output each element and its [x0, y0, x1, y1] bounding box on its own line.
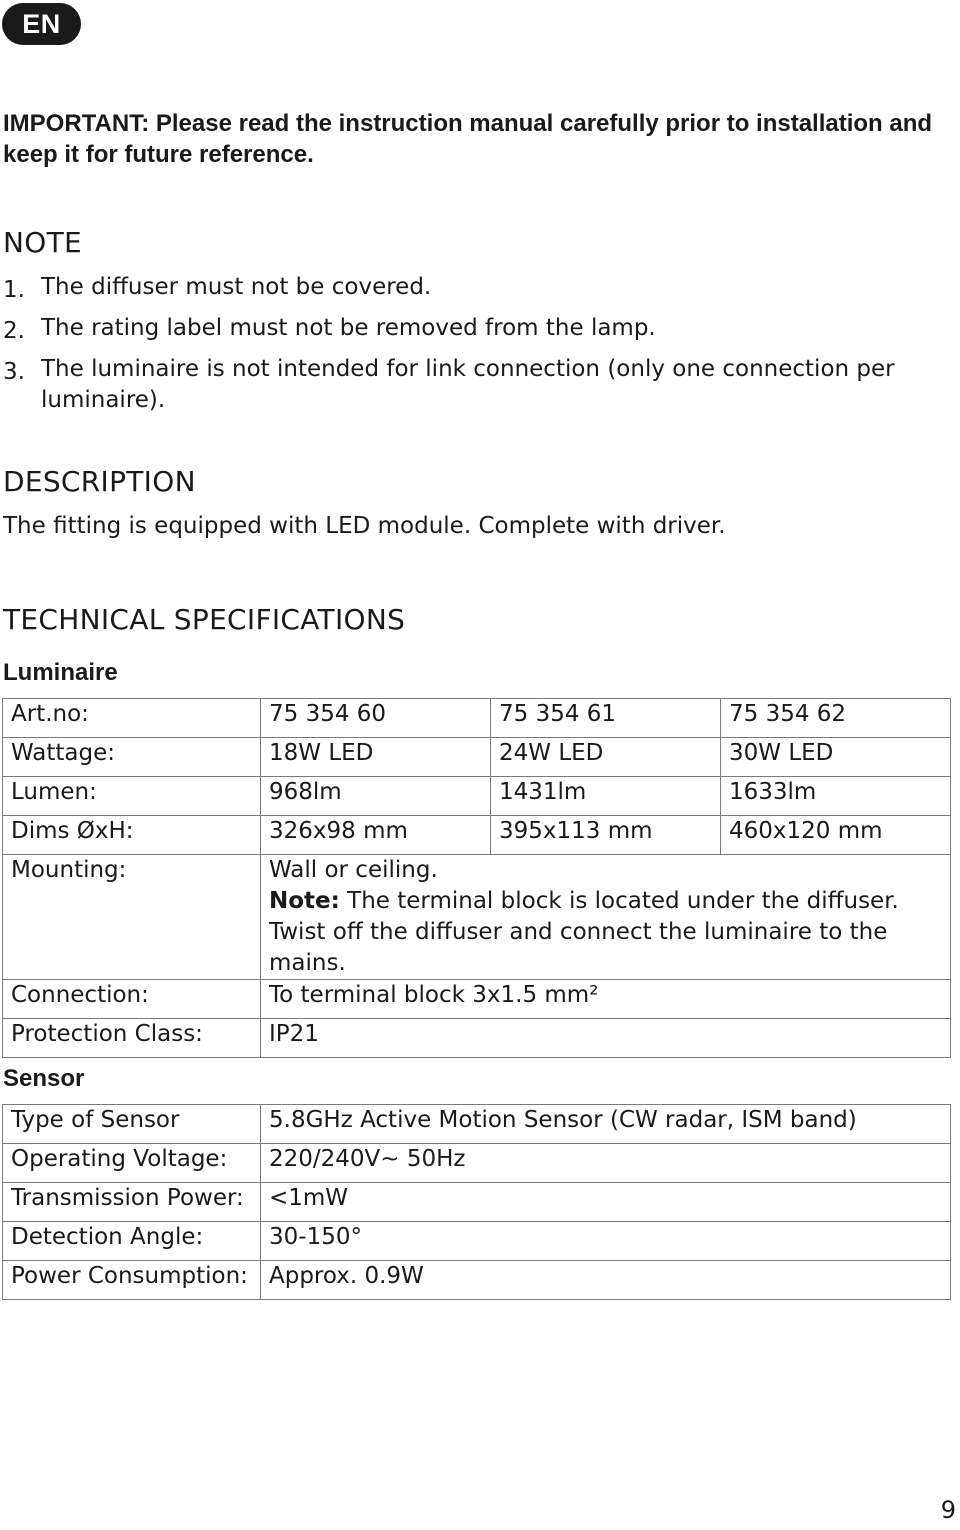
list-item	[3, 272, 933, 308]
table-cell: 5.8GHz Active Motion Sensor (CW radar, ISM band)	[261, 1105, 951, 1144]
table-cell: 1431lm	[491, 777, 721, 816]
table-cell: 460x120 mm	[721, 816, 951, 855]
table-cell: 1633lm	[721, 777, 951, 816]
table-cell: IP21	[261, 1019, 951, 1058]
list-item-number: 3.	[3, 359, 25, 385]
list-item	[3, 313, 933, 349]
table-row	[3, 980, 951, 1019]
table-cell: Connection:	[3, 980, 261, 1019]
list-item-text: The diffuser must not be covered.	[41, 274, 432, 300]
table-cell: Dims ØxH:	[3, 816, 261, 855]
table-row	[3, 1222, 951, 1261]
table-row	[3, 1019, 951, 1058]
table-cell: 30-150°	[261, 1222, 951, 1261]
table-row	[3, 1105, 951, 1144]
table-row	[3, 1183, 951, 1222]
language-badge: EN	[2, 3, 81, 45]
table-row	[3, 777, 951, 816]
table-cell: Wattage:	[3, 738, 261, 777]
table-cell: 18W LED	[261, 738, 491, 777]
table-cell: Lumen:	[3, 777, 261, 816]
table-cell: 24W LED	[491, 738, 721, 777]
table-cell: Approx. 0.9W	[261, 1261, 951, 1300]
important-notice: IMPORTANT: Please read the instruction manual carefully prior to installation and keep it for future reference.	[3, 110, 933, 168]
table-cell: Power Consumption:	[3, 1261, 261, 1300]
description-text: The fitting is equipped with LED module. Complete with driver.	[3, 513, 726, 539]
table-row	[3, 1144, 951, 1183]
table-row	[3, 1261, 951, 1300]
note-heading: NOTE	[3, 226, 82, 259]
table-row	[3, 816, 951, 855]
table-cell: Art.no:	[3, 699, 261, 738]
description-heading: DESCRIPTION	[3, 465, 196, 498]
table-cell: Mounting:	[3, 855, 261, 980]
technical-specifications-heading: TECHNICAL SPECIFICATIONS	[3, 603, 406, 636]
mounting-cell	[261, 855, 951, 980]
table-row	[3, 699, 951, 738]
table-cell: 220/240V~ 50Hz	[261, 1144, 951, 1183]
table-row	[3, 855, 951, 980]
list-item-number: 1.	[3, 277, 25, 303]
list-item-text: The rating label must not be removed from the lamp.	[41, 315, 656, 341]
mounting-note-label: Note:	[269, 888, 340, 914]
note-list	[3, 272, 933, 416]
mounting-value: Wall or ceiling.	[269, 857, 438, 883]
table-cell: 30W LED	[721, 738, 951, 777]
table-cell: 968lm	[261, 777, 491, 816]
mounting-note-text: The terminal block is located under the diffuser. Twist off the diffuser and connect the luminaire to the mains.	[269, 888, 899, 976]
table-cell: 395x113 mm	[491, 816, 721, 855]
table-cell: 326x98 mm	[261, 816, 491, 855]
luminaire-spec-table	[2, 698, 951, 1058]
page-number: 9	[940, 1496, 956, 1524]
list-item	[3, 354, 933, 416]
table-cell: Operating Voltage:	[3, 1144, 261, 1183]
luminaire-subheading: Luminaire	[3, 659, 118, 686]
sensor-spec-table	[2, 1104, 951, 1300]
table-cell: Detection Angle:	[3, 1222, 261, 1261]
table-cell: <1mW	[261, 1183, 951, 1222]
sensor-subheading: Sensor	[3, 1065, 85, 1092]
table-cell: Protection Class:	[3, 1019, 261, 1058]
list-item-text: The luminaire is not intended for link connection (only one connection per luminaire).	[41, 356, 895, 413]
table-cell: 75 354 62	[721, 699, 951, 738]
table-cell: To terminal block 3x1.5 mm²	[261, 980, 951, 1019]
mounting-note	[269, 886, 942, 979]
table-cell: Type of Sensor	[3, 1105, 261, 1144]
table-cell: 75 354 60	[261, 699, 491, 738]
table-row	[3, 738, 951, 777]
table-cell: 75 354 61	[491, 699, 721, 738]
table-cell: Transmission Power:	[3, 1183, 261, 1222]
list-item-number: 2.	[3, 318, 25, 344]
